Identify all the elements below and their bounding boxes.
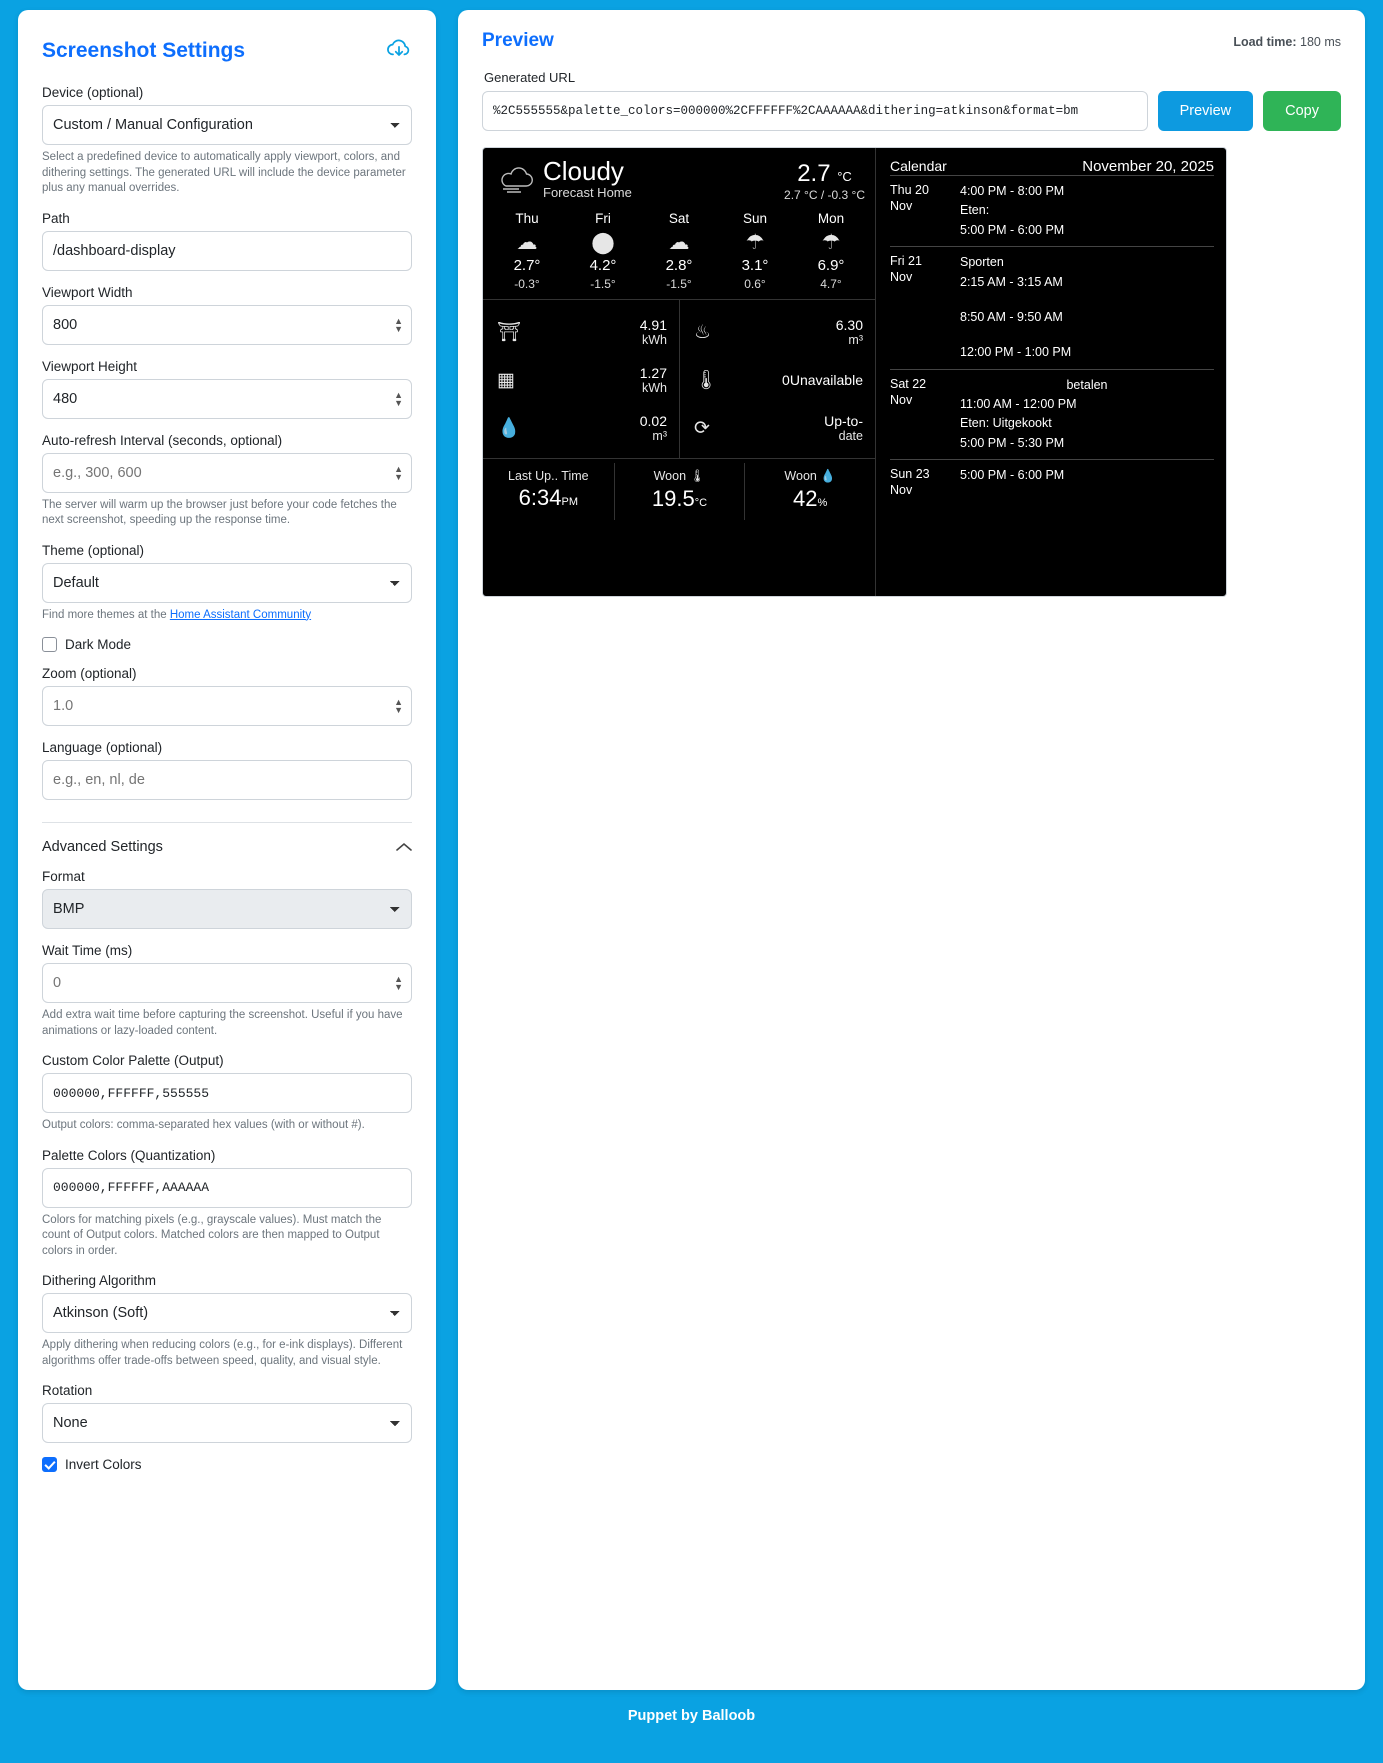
theme-hint (42, 608, 412, 624)
update-icon: ⟳ (694, 417, 710, 439)
load-time-value: 180 ms (1300, 35, 1341, 49)
current-location: Forecast Home (543, 185, 632, 201)
generated-url-input[interactable]: %2C555555&palette_colors=000000%2CFFFFFF%2CAAAAAA&dithering=atkinson&format=bm (482, 91, 1148, 131)
generated-url-row (482, 91, 1341, 131)
forecast-day-name: Thu (515, 211, 539, 226)
dithering-hint: Apply dithering when reducing colors (e.g., for e-ink displays). Different algorithms offer trade-offs between speed, quality, and visual style. (42, 1339, 403, 1367)
calendar-event-body (960, 182, 1214, 240)
sensor-value (640, 413, 667, 443)
tile-label: Woon (653, 469, 687, 483)
viewport-width-field (42, 305, 412, 345)
cloud-download-icon[interactable] (386, 36, 412, 65)
preview-title: Preview (482, 30, 554, 51)
forecast-high: 2.7° (513, 257, 541, 274)
forecast-low: -1.5° (590, 277, 616, 291)
wait-time-field (42, 963, 412, 1003)
calendar-event-title: Eten: (960, 203, 990, 218)
palette-quantization-label: Palette Colors (Quantization) (42, 1147, 216, 1163)
settings-header (42, 36, 412, 65)
stepper-icon[interactable]: ▲ ▼ (394, 974, 403, 993)
sensor-value (782, 372, 863, 388)
page-title: Screenshot Settings (42, 38, 246, 62)
viewport-height-label: Viewport Height (42, 358, 138, 374)
dashboard-preview-image (482, 147, 1227, 597)
tile (744, 463, 875, 520)
footer: Puppet by Balloob (627, 1708, 756, 1724)
calendar-event-title: Eten: Uitgekookt (960, 416, 1052, 431)
sensor-value (640, 317, 667, 347)
cloudy-icon: ☁ (516, 231, 538, 254)
palette-quantization-input[interactable] (42, 1168, 412, 1208)
wait-time-input[interactable] (42, 963, 412, 1003)
sensor-section (483, 299, 875, 458)
calendar-event-body (960, 466, 1214, 499)
thermometer-icon: 🌡 (694, 370, 719, 391)
forecast-day-name: Sat (668, 211, 690, 226)
sunny-icon: ⬤ (591, 231, 615, 254)
current-temp-value: 2.7 (797, 160, 831, 187)
preview-button[interactable]: Preview (1158, 91, 1254, 131)
wait-time-label: Wait Time (ms) (42, 943, 133, 959)
forecast-day (724, 211, 786, 291)
tile-value (487, 485, 610, 511)
cloudy-icon: ☁ (668, 231, 690, 254)
calendar-event-time: 8:50 AM - 9:50 AM (960, 309, 1063, 324)
sensor-value (824, 413, 863, 443)
forecast-row (483, 203, 875, 299)
forecast-high: 4.2° (589, 257, 617, 274)
calendar-event-time: 12:00 PM - 1:00 PM (960, 345, 1072, 360)
sensor-unit: kWh (642, 332, 667, 347)
forecast-day (800, 211, 862, 291)
current-temp-unit: °C (837, 169, 852, 184)
calendar-day: Sun 23 Nov (890, 467, 930, 498)
sensor-number: 4.91 (639, 316, 667, 333)
theme-select[interactable] (42, 563, 412, 603)
calendar-event-time: 11:00 AM - 12:00 PM (960, 397, 1077, 411)
tile-label-row (619, 469, 741, 484)
tile-number: 19.5 (651, 486, 695, 511)
power-tower-icon: ⛩ (497, 322, 522, 343)
dark-mode-checkbox[interactable] (42, 637, 57, 652)
viewport-width-label: Viewport Width (42, 284, 133, 300)
forecast-low: 4.7° (820, 277, 842, 291)
tile (614, 463, 745, 520)
calendar-day: Sat 22 Nov (890, 376, 927, 407)
sensor-unit: m³ (652, 428, 667, 443)
theme-hint-text: Find more themes at the (42, 608, 170, 621)
calendar-event-body (960, 253, 1214, 363)
calendar-event-time: 4:00 PM - 8:00 PM (960, 184, 1065, 198)
rainy-icon: ☂ (745, 231, 765, 254)
sensor-row (497, 308, 667, 356)
sensor-value (836, 317, 863, 347)
forecast-day (648, 211, 710, 291)
tile-unit: % (817, 497, 828, 509)
rainy-icon: ☂ (821, 231, 841, 254)
thermometer-icon: 🌡 (689, 469, 706, 483)
advanced-settings-label: Advanced Settings (42, 839, 163, 856)
calendar-event (890, 246, 1214, 369)
forecast-day (572, 211, 634, 291)
current-condition: Cloudy (543, 156, 624, 186)
invert-colors-row[interactable] (42, 1457, 412, 1472)
sensor-unit: date (838, 428, 863, 443)
calendar-event-time: 5:00 PM - 6:00 PM (960, 222, 1065, 237)
tile (483, 463, 614, 520)
forecast-day-name: Fri (595, 211, 611, 226)
preview-header (482, 30, 1341, 52)
wait-time-hint: Add extra wait time before capturing the screenshot. Useful if you have animations or lazy-loaded content. (42, 1009, 403, 1037)
stepper-icon[interactable]: ▲ ▼ (394, 389, 403, 408)
forecast-low: -0.3° (514, 277, 540, 291)
zoom-field (42, 686, 412, 726)
stepper-icon[interactable]: ▲ ▼ (394, 697, 403, 716)
gas-burner-icon: ♨ (694, 321, 712, 343)
calendar-event (890, 459, 1214, 505)
device-hint: Select a predefined device to automatically apply viewport, colors, and dithering settings. The generated URL will include the device parameter plus any manual overrides. (42, 151, 406, 195)
calendar-day: Fri 21 Nov (890, 254, 922, 285)
calendar-title: Calendar (890, 158, 947, 174)
calendar-event (890, 369, 1214, 460)
language-label: Language (optional) (42, 740, 163, 756)
preview-panel (458, 10, 1365, 1690)
dark-mode-label: Dark Mode (65, 637, 132, 653)
auto-refresh-hint: The server will warm up the browser just before your code fetches the next screenshot, speeding up the response time. (42, 498, 397, 527)
calendar-column (875, 148, 1226, 596)
water-drop-icon: 💧 (497, 418, 521, 439)
solar-panel-icon: ▦ (497, 369, 515, 391)
stepper-icon[interactable]: ▲ ▼ (394, 315, 403, 334)
tile-unit: °C (694, 497, 708, 509)
palette-quantization-hint: Colors for matching pixels (e.g., grayscale values). Must match the count of Output colors. Matched colors are then mapped to Output colors in order. (42, 1213, 382, 1257)
stepper-icon[interactable]: ▲ ▼ (394, 463, 403, 482)
calendar-event (890, 175, 1214, 246)
calendar-event-title: betalen (1066, 377, 1108, 392)
path-label: Path (42, 210, 70, 226)
palette-output-label: Custom Color Palette (Output) (42, 1053, 224, 1069)
calendar-date: November 20, 2025 (1082, 158, 1214, 175)
sensor-row (694, 308, 863, 356)
auto-refresh-input[interactable] (42, 453, 412, 493)
current-temperature-block (784, 158, 865, 202)
sensor-unit: kWh (642, 380, 667, 395)
forecast-high: 6.9° (817, 257, 845, 274)
sensor-row (694, 356, 863, 404)
calendar-event-time: 5:00 PM - 6:00 PM (960, 468, 1065, 483)
palette-output-hint: Output colors: comma-separated hex values (with or without #). (42, 1119, 365, 1132)
zoom-label: Zoom (optional) (42, 666, 137, 682)
zoom-input[interactable] (42, 686, 412, 726)
calendar-event-time: 2:15 AM - 3:15 AM (960, 274, 1063, 289)
format-select[interactable] (42, 889, 412, 929)
humidity-icon: 💧 (820, 469, 836, 483)
chevron-up-icon (396, 840, 412, 855)
sensor-column-right (679, 300, 875, 458)
settings-panel (18, 10, 436, 1690)
tile-value (749, 486, 871, 512)
forecast-low: -1.5° (666, 277, 692, 291)
auto-refresh-label: Auto-refresh Interval (seconds, optional) (42, 432, 283, 448)
forecast-low: 0.6° (744, 277, 766, 291)
tile-number: 6:34 (518, 485, 562, 510)
forecast-day-name: Mon (817, 211, 845, 226)
language-input[interactable] (42, 760, 412, 800)
device-select[interactable] (42, 105, 412, 145)
device-label: Device (optional) (42, 85, 144, 100)
palette-output-input[interactable] (42, 1073, 412, 1113)
cloudy-icon (497, 158, 543, 203)
calendar-event-time: 5:00 PM - 5:30 PM (960, 435, 1065, 450)
invert-colors-label: Invert Colors (65, 1457, 142, 1473)
current-temp-range: 2.7 °C / -0.3 °C (784, 188, 865, 202)
forecast-high: 3.1° (741, 257, 769, 274)
format-label: Format (42, 869, 85, 885)
tile-number: 42 (793, 486, 818, 511)
auto-refresh-field (42, 453, 412, 493)
sensor-value (640, 365, 667, 395)
theme-label: Theme (optional) (42, 542, 145, 558)
calendar-event-title: Sporten (960, 255, 1004, 270)
rotation-select[interactable] (42, 1403, 412, 1443)
rotation-label: Rotation (42, 1383, 93, 1399)
sensor-number: 1.27 (639, 364, 667, 381)
sensor-number: 0Unavailable (782, 371, 863, 388)
current-text (543, 158, 784, 200)
current-temperature (784, 160, 865, 188)
calendar-header (890, 158, 1214, 175)
current-weather (483, 156, 875, 203)
sensor-number: Up-to- (824, 412, 863, 429)
viewport-width-input[interactable] (42, 305, 412, 345)
load-time-label: Load time: (1233, 35, 1297, 49)
generated-url-label: Generated URL (484, 70, 576, 85)
sensor-row (497, 356, 667, 404)
sensor-row (497, 404, 667, 452)
advanced-settings-toggle[interactable] (42, 822, 412, 855)
tile-label: Last Up.. Time (508, 469, 589, 483)
community-link[interactable]: Home Assistant Community (169, 608, 312, 621)
sensor-number: 6.30 (835, 316, 863, 333)
tile-label-row (749, 469, 871, 484)
viewport-height-field (42, 379, 412, 419)
forecast-day (496, 211, 558, 291)
path-input[interactable] (42, 231, 412, 271)
tile-section (483, 458, 875, 520)
invert-colors-checkbox[interactable] (42, 1457, 57, 1472)
dithering-label: Dithering Algorithm (42, 1273, 157, 1289)
dashboard-left-column (483, 148, 875, 596)
forecast-high: 2.8° (665, 257, 693, 274)
tile-unit: PM (561, 496, 578, 508)
sensor-number: 0.02 (639, 412, 667, 429)
viewport-height-input[interactable] (42, 379, 412, 419)
load-time (1233, 35, 1341, 49)
dark-mode-row[interactable] (42, 637, 412, 652)
dithering-select[interactable] (42, 1293, 412, 1333)
sensor-column-left (483, 300, 679, 458)
sensor-unit: m³ (848, 332, 863, 347)
tile-label: Woon (784, 469, 817, 483)
calendar-event-body (960, 376, 1214, 454)
calendar-day: Thu 20 Nov (890, 183, 929, 214)
sensor-row (694, 404, 863, 452)
tile-value (619, 486, 741, 512)
forecast-day-name: Sun (742, 211, 768, 226)
copy-button[interactable]: Copy (1263, 91, 1341, 131)
